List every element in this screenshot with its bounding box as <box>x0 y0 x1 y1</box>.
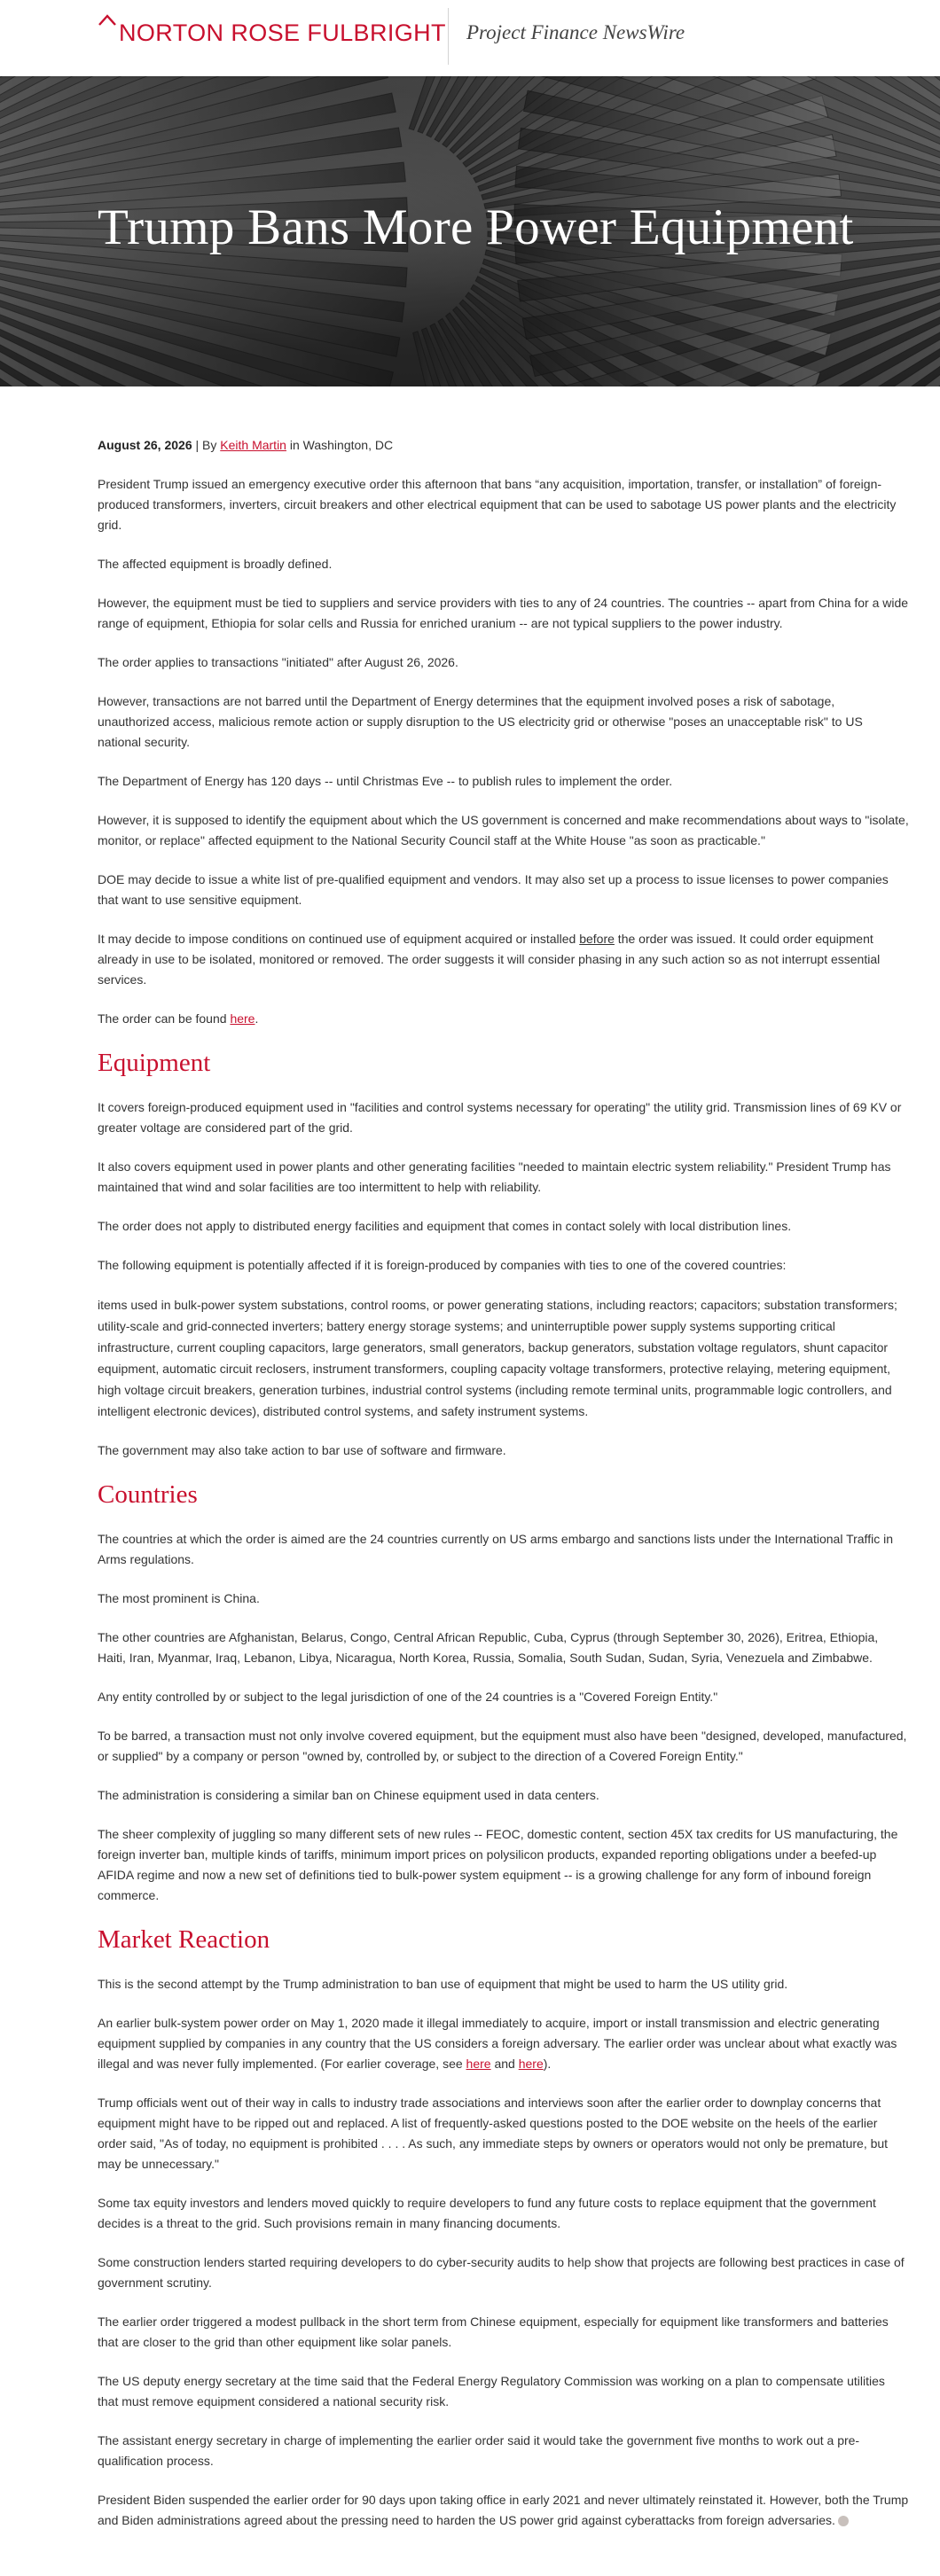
paragraph: It covers foreign-produced equipment used in "facilities and control systems necessary for operating" the utility grid. Transmission lines of 69 KV or greater voltage are considered part of the grid. <box>98 1097 909 1138</box>
author-link[interactable]: Keith Martin <box>220 438 286 452</box>
paragraph: The following equipment is potentially affected if it is foreign-produced by companies with ties to one of the covered countries: <box>98 1255 909 1276</box>
paragraph: The other countries are Afghanistan, Belarus, Congo, Central African Republic, Cuba, Cyprus (through September 30, 2026), Eritrea, Ethiopia, Haiti, Iran, Myanmar, Iraq, Lebanon, Libya, Nicaragua, North Korea, Russia, Somalia, South Sudan, Sudan, Syria, Venezuela and Zimbabwe. <box>98 1628 909 1668</box>
paragraph <box>98 2490 909 2531</box>
paragraph: The assistant energy secretary in charge of implementing the earlier order said it would take the government five months to work out a pre-qualification process. <box>98 2431 909 2471</box>
brand-logo[interactable] <box>98 7 446 45</box>
paragraph: The Department of Energy has 120 days -- until Christmas Eve -- to publish rules to implement the order. <box>98 771 909 792</box>
paragraph: Any entity controlled by or subject to the legal jurisdiction of one of the 24 countries is a "Covered Foreign Entity." <box>98 1687 909 1707</box>
paragraph: It also covers equipment used in power plants and other generating facilities "needed to maintain electric system reliability." President Trump has maintained that wind and solar facilities are too intermittent to help with reliability. <box>98 1157 909 1198</box>
paragraph: The government may also take action to bar use of software and firmware. <box>98 1440 909 1461</box>
byline-location: Washington, DC <box>303 438 393 452</box>
text-run: and <box>491 2057 519 2071</box>
paragraph: The earlier order triggered a modest pullback in the short term from Chinese equipment, especially for equipment like transformers and batteries that are closer to the grid than other equipment like solar panels. <box>98 2312 909 2353</box>
underlined-text: before <box>579 932 615 946</box>
text-run: ). <box>544 2057 552 2071</box>
section-heading-countries: Countries <box>98 1479 909 1510</box>
header-divider <box>448 8 449 65</box>
byline-by: By <box>202 438 216 452</box>
paragraph: President Trump issued an emergency executive order this afternoon that bans “any acquisition, importation, transfer, or installation” of foreign-produced transformers, inverters, circuit breakers and other electrical equipment that can be used to sabotage US power plants and the electricity grid. <box>98 474 909 535</box>
equipment-list-quote: items used in bulk-power system substations, control rooms, or power generating stations, including reactors; capacitors; substation transformers; utility-scale and grid-connected inverters; battery energy storage systems; and uninterruptible power supply systems supporting critical infrastructure, current coupling capacitors, large generators, small generators, backup generators, substation voltage regulators, shunt capacitor equipment, automatic circuit reclosers, instrument transformers, coupling capacity voltage transformers, protective relaying, metering equipment, high voltage circuit breakers, generation turbines, industrial control systems (including remote terminal units, programmable logic controllers, and intelligent electronic devices), distributed control systems, and safety instrument systems. <box>98 1294 909 1422</box>
text-run: The order can be found <box>98 1011 230 1026</box>
paragraph <box>98 2013 909 2074</box>
paragraph: The order does not apply to distributed energy facilities and equipment that comes in contact solely with local distribution lines. <box>98 1216 909 1237</box>
paragraph: The sheer complexity of juggling so many different sets of new rules -- FEOC, domestic content, section 45X tax credits for US manufacturing, the foreign inverter ban, multiple kinds of tariffs, minimum import prices on polysilicon products, expanded reporting obligations under a beefed-up AFIDA regime and now a new set of definitions tied to bulk-power system equipment -- is a growing challenge for any form of inbound foreign commerce. <box>98 1824 909 1906</box>
article-date: August 26, 2026 <box>98 438 192 452</box>
text-run: the order was issued. It could order equipment already in use to be isolated, monitored or removed. The order suggests it will consider phasing in any such action so as not interrupt essential services. <box>98 932 880 987</box>
hero-banner <box>0 76 940 386</box>
paragraph: However, the equipment must be tied to suppliers and service providers with ties to any of 24 countries. The countries -- apart from China for a wide range of equipment, Ethiopia for solar cells and Russia for enriched uranium -- are not typical suppliers to the power industry. <box>98 593 909 634</box>
brand-name: NORTON ROSE FULBRIGHT <box>119 7 446 45</box>
text-run: It may decide to impose conditions on continued use of equipment acquired or installed <box>98 932 579 946</box>
paragraph: The administration is considering a similar ban on Chinese equipment used in data centers. <box>98 1785 909 1806</box>
paragraph: DOE may decide to issue a white list of pre-qualified equipment and vendors. It may also set up a process to issue licenses to power companies that want to use sensitive equipment. <box>98 870 909 910</box>
paragraph: Some construction lenders started requiring developers to do cyber-security audits to help show that projects are following best practices in case of government scrutiny. <box>98 2252 909 2293</box>
paragraph: The order applies to transactions "initiated" after August 26, 2026. <box>98 652 909 673</box>
site-header <box>0 0 940 76</box>
paragraph <box>98 929 909 990</box>
article-title: Trump Bans More Power Equipment <box>98 199 854 256</box>
order-link[interactable]: here <box>230 1011 255 1026</box>
section-heading-equipment: Equipment <box>98 1048 909 1078</box>
paragraph: This is the second attempt by the Trump administration to ban use of equipment that might be used to harm the US utility grid. <box>98 1974 909 1994</box>
paragraph: The affected equipment is broadly defined. <box>98 554 909 574</box>
share-dot-icon[interactable] <box>838 2516 849 2526</box>
earlier-coverage-link-1[interactable]: here <box>466 2057 491 2071</box>
paragraph: Trump officials went out of their way in calls to industry trade associations and interviews soon after the earlier order to downplay concerns that equipment might have to be ripped out and replaced. A list of frequently-asked questions posted to the DOE website on the heels of the earlier order said, "As of today, no equipment is prohibited . . . . As such, any immediate steps by owners or operators would not only be premature, but may be unnecessary." <box>98 2093 909 2174</box>
text-run: President Biden suspended the earlier order for 90 days upon taking office in early 2021 and never ultimately reinstated it. However, both the Trump and Biden administrations agreed about the pressing need to harden the US power grid against cyberattacks from foreign adversaries. <box>98 2493 908 2527</box>
text-run: An earlier bulk-system power order on May 1, 2020 made it illegal immediately to acquire, import or install transmission and electric generating equipment supplied by companies in any country that the US considers a foreign adversary. The earlier order was unclear about what exactly was illegal and was never fully implemented. (For earlier coverage, see <box>98 2016 897 2071</box>
nrf-caret-logo-icon <box>98 13 117 26</box>
text-run: . <box>255 1011 258 1026</box>
section-heading-market-reaction: Market Reaction <box>98 1924 909 1955</box>
paragraph: However, transactions are not barred until the Department of Energy determines that the equipment involved poses a risk of sabotage, unauthorized access, malicious remote action or supply disruption to the US electricity grid or otherwise "poses an unacceptable risk" to US national security. <box>98 691 909 753</box>
paragraph <box>98 1009 909 1029</box>
publication-title[interactable]: Project Finance NewsWire <box>466 21 685 44</box>
earlier-coverage-link-2[interactable]: here <box>519 2057 544 2071</box>
byline-location-prefix: in <box>290 438 300 452</box>
byline <box>98 435 909 456</box>
paragraph: The countries at which the order is aimed are the 24 countries currently on US arms embargo and sanctions lists under the International Traffic in Arms regulations. <box>98 1529 909 1570</box>
paragraph: To be barred, a transaction must not only involve covered equipment, but the equipment must also have been "designed, developed, manufactured, or supplied" by a company or person "owned by, controlled by, or subject to the direction of a Covered Foreign Entity." <box>98 1726 909 1767</box>
paragraph: The most prominent is China. <box>98 1589 909 1609</box>
paragraph: The US deputy energy secretary at the time said that the Federal Energy Regulatory Commission was working on a plan to compensate utilities that must remove equipment considered a national security risk. <box>98 2371 909 2412</box>
byline-separator: | <box>196 438 200 452</box>
paragraph: However, it is supposed to identify the equipment about which the US government is concerned and make recommendations about ways to "isolate, monitor, or replace" affected equipment to the National Security Council staff at the White House "as soon as practicable." <box>98 810 909 851</box>
article-body <box>0 386 909 2576</box>
paragraph: Some tax equity investors and lenders moved quickly to require developers to fund any future costs to replace equipment that the government decides is a threat to the grid. Such provisions remain in many financing documents. <box>98 2193 909 2234</box>
